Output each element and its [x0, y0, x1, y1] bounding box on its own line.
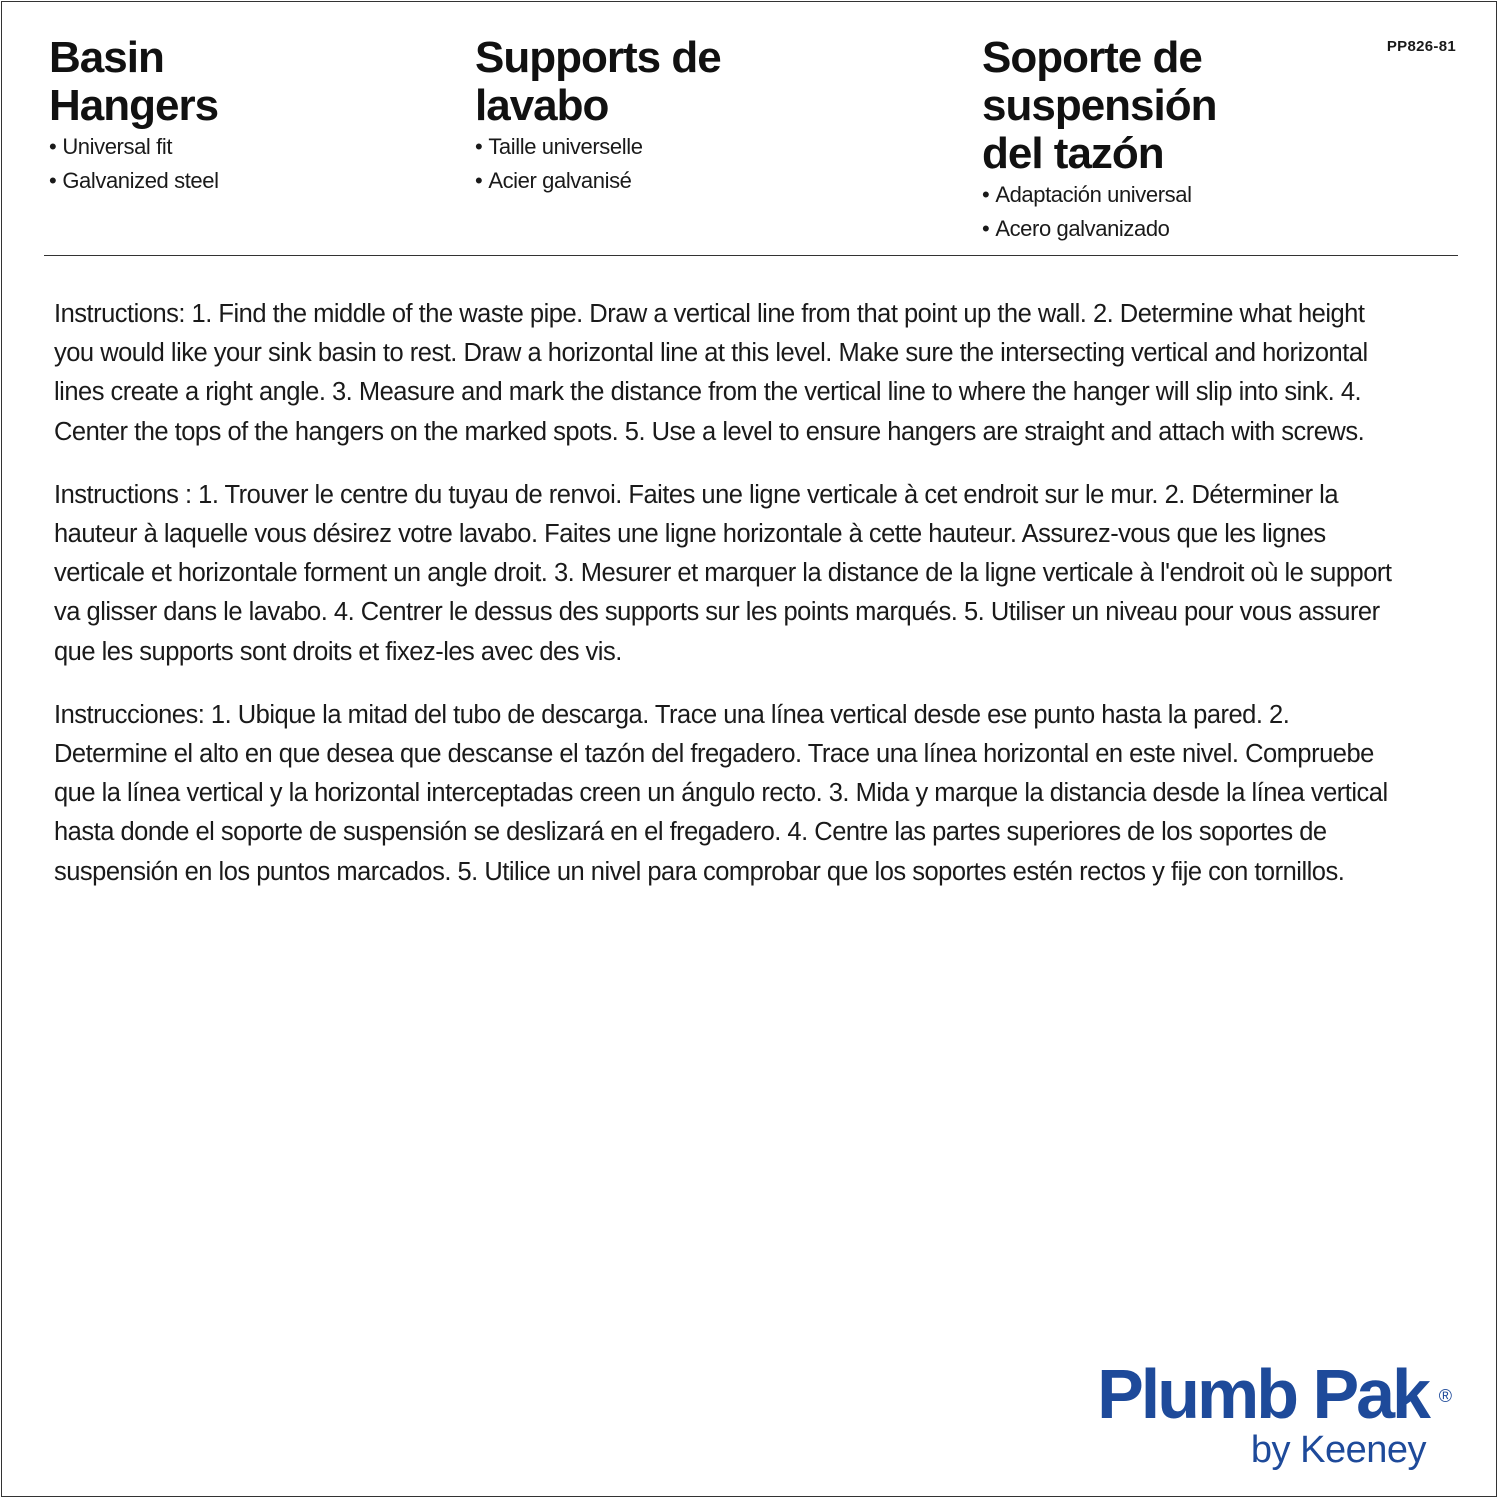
- feature-text: Taille universelle: [488, 134, 643, 159]
- feature-list-spanish: [982, 178, 1217, 246]
- bullet: •: [475, 168, 483, 193]
- product-title-english: Basin Hangers: [49, 33, 219, 130]
- instructions-english: Instructions: 1. Find the middle of the waste pipe. Draw a vertical line from that point up the wall. 2. Determine what height you would like your sink basin to rest. Draw a horizontal line at this level. Make sure the intersecting vertical and horizontal lines create a right angle. 3. Measure and mark the distance from the vertical line to where the hanger will slip into sink. 4. Center the tops of the hangers on the marked spots. 5. Use a level to ensure hangers are straight and attach with screws.: [54, 300, 1368, 446]
- header-column-spanish: [982, 34, 1217, 246]
- bullet: •: [982, 182, 990, 207]
- instructions-section: [54, 295, 1399, 916]
- feature-text: Acier galvanisé: [488, 168, 632, 193]
- product-title-french: Supports de lavabo: [475, 33, 721, 130]
- brand-byline: by Keeney: [1250, 1429, 1426, 1471]
- feature-text: Universal fit: [62, 134, 173, 159]
- feature-text: Galvanized steel: [62, 168, 219, 193]
- feature-item: [475, 130, 721, 164]
- brand-wordmark: [1097, 1355, 1452, 1433]
- feature-item: [475, 164, 721, 198]
- feature-item: [982, 212, 1217, 246]
- feature-text: Adaptación universal: [995, 182, 1192, 207]
- feature-item: [49, 164, 219, 198]
- product-code: PP826-81: [1386, 38, 1456, 55]
- feature-list-french: [475, 130, 721, 198]
- header-divider: [44, 255, 1458, 256]
- instructions-french: Instructions : 1. Trouver le centre du tuyau de renvoi. Faites une ligne verticale à cet endroit sur le mur. 2. Déterminer la hauteur à laquelle vous désirez votre lavabo. Faites une ligne horizontale à cette hauteur. Assurez-vous que les lignes verticale et horizontale forment un angle droit. 3. Mesurer et marquer la distance de la ligne verticale à l'endroit où le support va glisser dans le lavabo. 4. Centrer le dessus des supports sur les points marqués. 5. Utiliser un niveau pour vous assurer que les supports sont droits et fixez-les avec des vis.: [54, 480, 1392, 666]
- bullet: •: [475, 134, 483, 159]
- feature-list-english: [49, 130, 219, 198]
- brand-logo: [1097, 1355, 1452, 1471]
- feature-item: [982, 178, 1217, 212]
- bullet: •: [49, 134, 57, 159]
- feature-text: Acero galvanizado: [995, 216, 1170, 241]
- instructions-spanish: Instrucciones: 1. Ubique la mitad del tubo de descarga. Trace una línea vertical desde ese punto hasta la pared. 2. Determine el alto en que desea que descanse el tazón del fregadero. Trace una línea horizontal en este nivel. Compruebe que la línea vertical y la horizontal interceptadas creen un ángulo recto. 3. Mida y marque la distancia desde la línea vertical hasta donde el soporte de suspensión se deslizará en el fregadero. 4. Centre las partes superiores de los soportes de suspensión en los puntos marcados. 5. Utilice un nivel para comprobar que los soportes estén rectos y fije con tornillos.: [54, 700, 1388, 886]
- header-column-french: [475, 34, 721, 198]
- registered-mark: ®: [1438, 1386, 1452, 1406]
- header-column-english: [49, 34, 219, 198]
- bullet: •: [982, 216, 990, 241]
- brand-name: Plumb Pak: [1097, 1355, 1428, 1433]
- bullet: •: [49, 168, 57, 193]
- feature-item: [49, 130, 219, 164]
- product-title-spanish: Soporte de suspensión del tazón: [982, 33, 1217, 178]
